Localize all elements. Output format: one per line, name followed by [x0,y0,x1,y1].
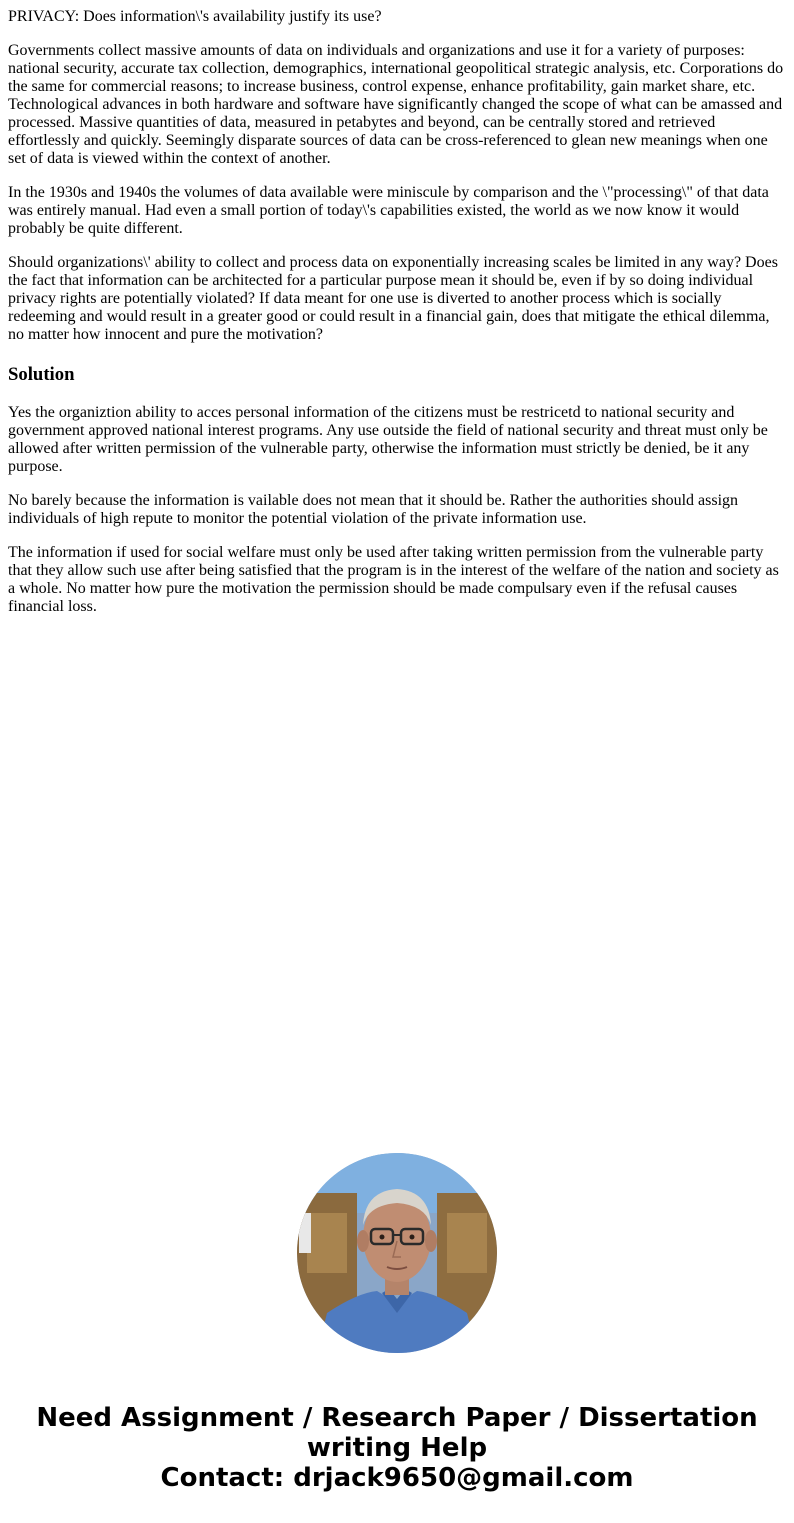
solution-paragraph: No barely because the information is vailable does not mean that it should be. Rather the authorities should assign individuals of high repute to monitor the potential violation of the private information use. [8,492,739,527]
author-avatar [297,1153,497,1353]
promo-contact: Contact: drjack9650@gmail.com [160,1463,634,1493]
person-portrait-icon [297,1153,497,1353]
solution-paragraph: The information if used for social welfare must only be used after taking written permission from the vulnerable party that they allow such use after being satisfied that the program is in the interest of the welfare of the nation and society as a whole. No matter how pure the motivation the permission should be made compulsary even if the refusal causes financial loss. [8,544,779,615]
question-paragraph: Governments collect massive amounts of data on individuals and organizations and use it for a variety of purposes: national security, accurate tax collection, demographics, international geopolitical strategic analysis, etc. Corporations do the same for commercial reasons; to increase business, control expense, enhance profitability, gain market share, etc. Technological advances in both hardware and software have significantly changed the scope of what can be amassed and processed. Massive quantities of data, measured in petabytes and beyond, can be centrally stored and retrieved effortlessly and quickly. Seemingly disparate sources of data can be cross-referenced to glean new meanings when one set of data is viewed within the context of another. [8,42,784,167]
question-paragraph: In the 1930s and 1940s the volumes of data available were miniscule by comparison and the \"processing\" of that data was entirely manual. Had even a small portion of today\'s capabilities existed, the world as we now know it would probably be quite different. [8,184,769,237]
solution-heading: Solution [8,364,75,385]
promo-line: writing Help [306,1433,488,1463]
solution-paragraph: Yes the organiztion ability to acces personal information of the citizens must be restricetd to national security and government approved national interest programs. Any use outside the field of national security and threat must only be allowed after written permission of the vulnerable party, otherwise the information must strictly be denied, be it any purpose. [8,404,768,475]
promo-banner [0,1403,794,1493]
question-paragraph: Should organizations\' ability to collect and process data on exponentially increasing scales be limited in any way? Does the fact that information can be architected for a particular purpose mean it should be, even if by so doing individual privacy rights are potentially violated? If data meant for one use is diverted to another process which is socially redeeming and would result in a greater good or could result in a financial gain, does that mitigate the ethical dilemma, no matter how innocent and pure the motivation? [8,254,778,343]
question-title: PRIVACY: Does information\'s availability justify its use? [8,8,382,25]
promo-line: Need Assignment / Research Paper / Dissertation [36,1403,758,1433]
document-content [0,0,794,616]
